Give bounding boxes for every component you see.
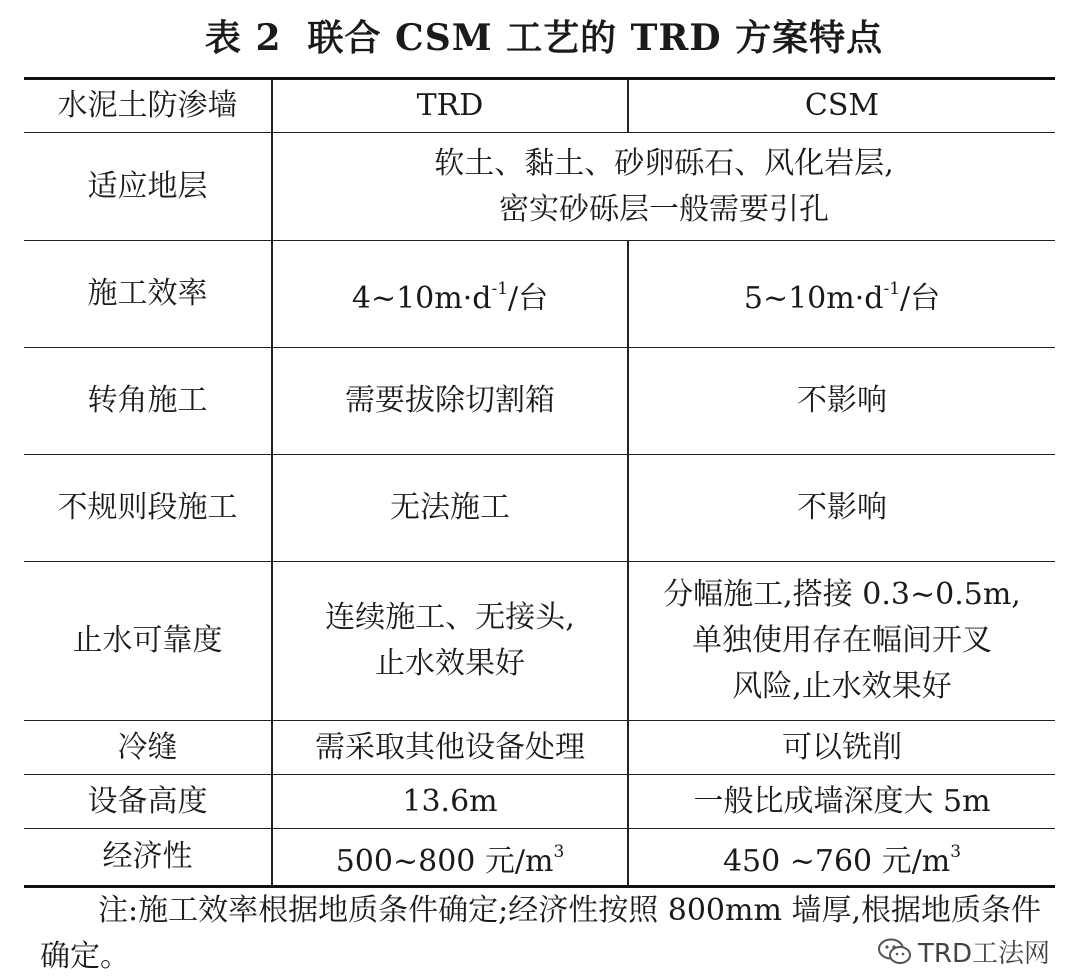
efficiency-trd-exponent: -1 [491,279,509,299]
table-number: 表 2 [204,17,282,59]
economy-csm-value: 450 ~760 元/m [722,844,951,879]
table-row [24,721,1055,775]
table-row [24,455,1055,562]
table-row [24,133,1055,241]
corner-trd: 需要拔除切割箱 [272,348,628,455]
waterproof-trd [272,562,628,721]
row-label-stratum: 适应地层 [24,133,272,241]
row-label-corner: 转角施工 [24,348,272,455]
efficiency-trd-value: 4~10m·d [351,281,492,316]
corner-csm: 不影响 [628,348,1055,455]
efficiency-csm-unit: /台 [900,281,941,316]
row-label-economy: 经济性 [24,829,272,887]
table-title [0,14,1080,62]
height-trd: 13.6m [272,775,628,829]
table-header-row [24,79,1055,133]
economy-csm [628,829,1055,887]
waterproof-csm [628,562,1055,721]
efficiency-trd [272,241,628,348]
efficiency-csm-value: 5~10m·d [743,281,884,316]
waterproof-trd-line-2: 止水效果好 [375,646,525,681]
economy-csm-exponent: 3 [950,842,962,862]
efficiency-trd-unit: /台 [508,281,549,316]
row-label-cold-joint: 冷缝 [24,721,272,775]
row-label-waterproof: 止水可靠度 [24,562,272,721]
economy-trd [272,829,628,887]
watermark-text: TRD工法网 [918,939,1050,969]
table-row [24,562,1055,721]
header-cell-csm: CSM [628,79,1055,133]
header-cell-trd: TRD [272,79,628,133]
stratum-line-1: 软土、黏土、砂卵砾石、风化岩层, [434,145,894,181]
table-row [24,775,1055,829]
waterproof-csm-line-2: 单独使用存在幅间开叉 [692,623,992,658]
watermark [878,933,1050,970]
height-csm: 一般比成墙深度大 5m [628,775,1055,829]
table-row [24,348,1055,455]
irregular-trd: 无法施工 [272,455,628,562]
waterproof-csm-line-1: 分幅施工,搭接 0.3~0.5m, [663,577,1021,612]
economy-trd-value: 500~800 元/m [335,844,554,879]
efficiency-csm [628,241,1055,348]
header-cell-wall: 水泥土防渗墙 [24,79,272,133]
row-label-height: 设备高度 [24,775,272,829]
table-note: 注:施工效率根据地质条件确定;经济性按照 800mm 墙厚,根据地质条件确定。 [40,893,1041,974]
economy-trd-exponent: 3 [553,842,565,862]
row-label-efficiency: 施工效率 [24,241,272,348]
stratum-line-2: 密实砂砾层一般需要引孔 [499,191,829,227]
cold-joint-trd: 需采取其他设备处理 [272,721,628,775]
table-row [24,829,1055,887]
cold-joint-csm: 可以铣削 [628,721,1055,775]
table-row [24,241,1055,348]
efficiency-csm-exponent: -1 [883,279,901,299]
table-caption: 联合 CSM 工艺的 TRD 方案特点 [307,17,884,59]
stratum-value [272,133,1055,241]
waterproof-csm-line-3: 风险,止水效果好 [732,669,952,704]
comparison-table [24,77,1055,888]
waterproof-trd-line-1: 连续施工、无接头, [325,600,575,635]
row-label-irregular: 不规则段施工 [24,455,272,562]
wechat-icon [878,938,912,966]
irregular-csm: 不影响 [628,455,1055,562]
